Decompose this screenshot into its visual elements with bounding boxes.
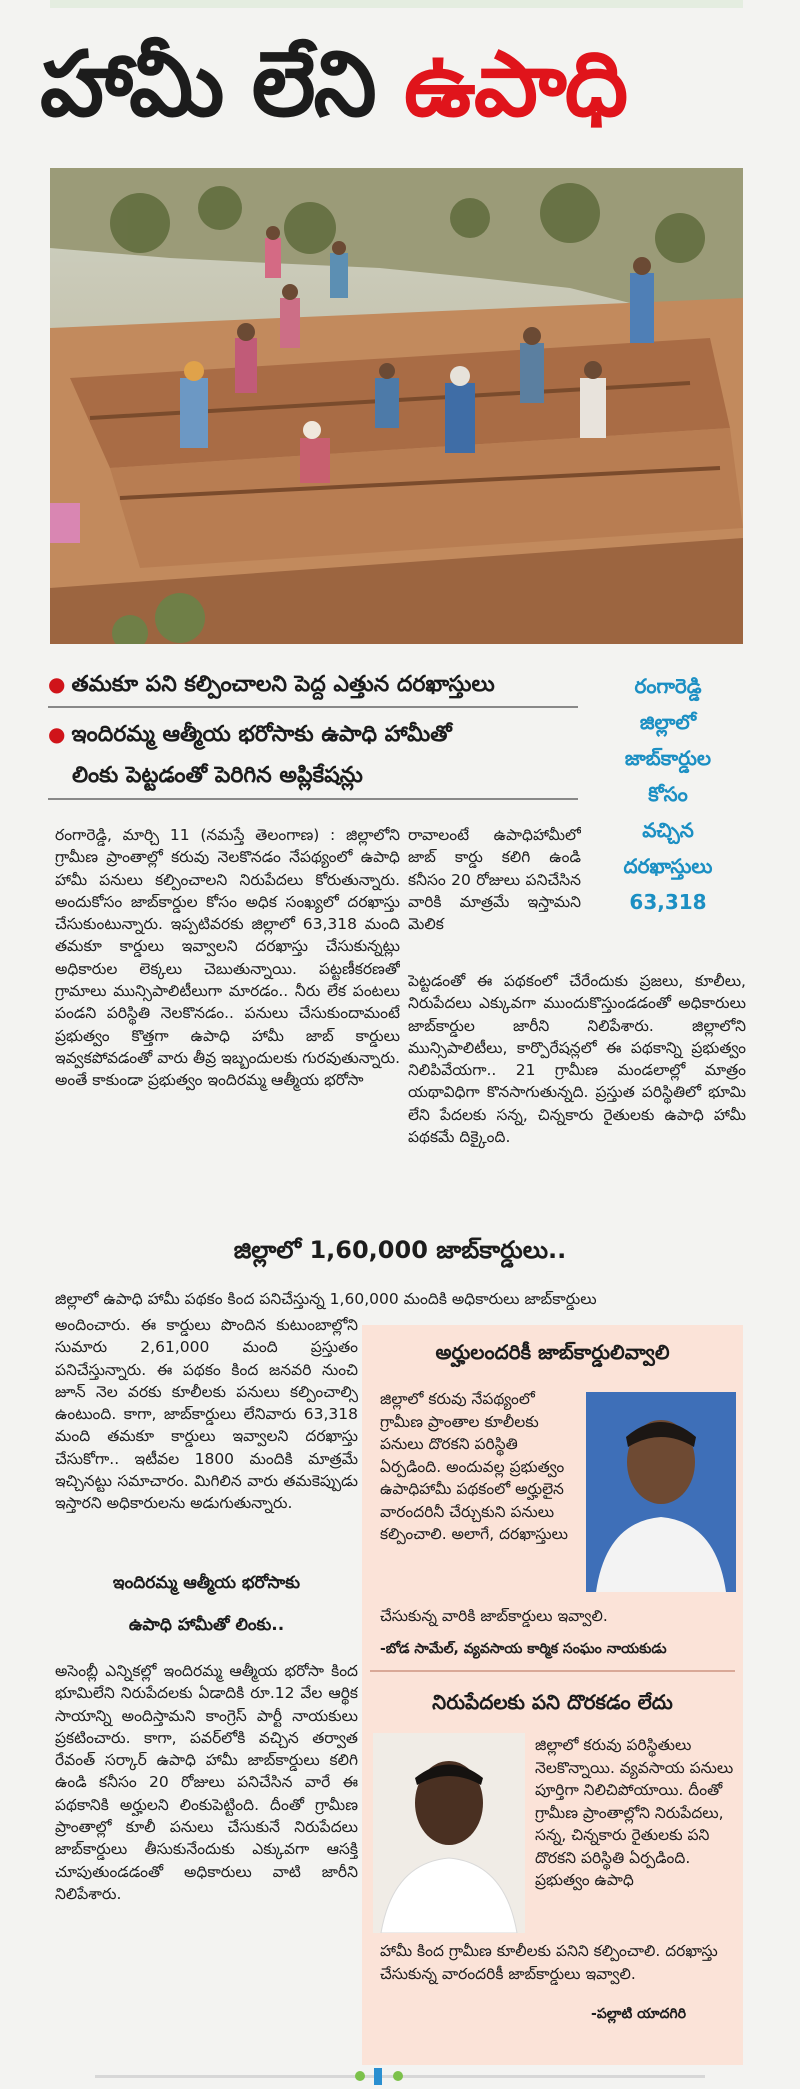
- quote1-portrait: [586, 1392, 736, 1592]
- bullet-text: ఇందిరమ్మ ఆత్మీయ భరోసాకు ఉపాధి హామీతో: [71, 722, 452, 747]
- subheading-line-1: ఇందిరమ్మ ఆత్మీయ భరోసాకు: [112, 1573, 301, 1593]
- side-line: కోసం: [648, 782, 688, 806]
- side-line: వచ్చిన: [642, 818, 694, 842]
- bullet-underline: [48, 798, 578, 800]
- bullet-item: [48, 714, 578, 754]
- bullet-item: [48, 664, 578, 704]
- bullet-text: తమకూ పని కల్పించాలని పెద్ద ఎత్తున దరఖాస్తులు: [71, 672, 495, 697]
- quote1-text-end: చేసుకున్న వారికి జాబ్‌కార్డులు ఇవ్వాలి.: [380, 1607, 608, 1625]
- article-column-2-continued: పెట్టడంతో ఈ పథకంలో చేరేందుకు ప్రజలు, కూలీలు, నిరుపేదలు ఎక్కువగా ముందుకొస్తుండడంతో అధికారులు జాబ్‌కార్డుల జారీని నిలిపేశారు. జిల్లాలోని మున్సిపాలిటీలు, కార్పొరేషన్లలో ఈ పథకాన్ని ప్రభుత్వం నిలిపివేయగా.. 21 గ్రామీణ మండలాల్లో మాత్రం యథావిధిగా కొనసాగుతున్నది. ప్రస్తుత పరిస్థితిలో భూమి లేని పేదలకు సన్న, చిన్నకారు రైతులకు ఉపాధి హామీ పథకమే దిక్కైంది.: [408, 972, 746, 1147]
- bullet-continuation: లింకు పెట్టడంతో పెరిగిన అప్లికేషన్లు: [72, 763, 363, 788]
- headline: [40, 20, 760, 150]
- quote-divider: [370, 1670, 735, 1672]
- section-column-1: అందించారు. ఈ కార్డులు పొందిన కుటుంబాల్లోని సుమారు 2,61,000 మంది ప్రస్తుతం పనిచేస్తున్నారు. ఈ పథకం కింద జనవరి నుంచి జూన్ నెల వరకు కూలీలకు పనులు కల్పించాల్సి ఉంటుంది. కాగా, జాబ్‌కార్డులు లేనివారు 63,318 మంది తమకూ కార్డులు ఇవ్వాలని దరఖాస్తు చేసుకోగా.. ఇటీవల 1800 మందికి మాత్రమే ఇచ్చినట్టు సమాచారం. మిగిలిన వారు తమకెప్పుడు ఇస్తారని అధికారులను అడుగుతున్నారు.: [55, 1316, 358, 1513]
- quote2-title: నిరుపేదలకు పని దొరకడం లేదు: [432, 1690, 673, 1714]
- bullet-list: [48, 664, 578, 806]
- side-line: జిల్లాలో: [639, 710, 697, 734]
- quote2-portrait: [373, 1733, 525, 1933]
- headline-part2: ఉపాధి: [404, 32, 627, 137]
- quote2-text: జిల్లాలో కరువు పరిస్థితులు నెలకొన్నాయి. వ్యవసాయ పనులు పూర్తిగా నిలిచిపోయాయి. దీంతో గ్రామీణ ప్రాంతాల్లోని నిరుపేదలు, సన్న, చిన్నకారు రైతులకు పని దొరకని పరిస్థితి ఏర్పడింది. ప్రభుత్వం ఉపాధి: [535, 1736, 734, 1889]
- quote2-text-end: హామీ కింద గ్రామీణ కూలీలకు పనిని కల్పించాలి. దరఖాస్తు చేసుకున్న వారందరికీ జాబ్‌కార్డులు ఇవ్వాలి.: [380, 1942, 718, 1983]
- subheading-line-2: ఉపాధి హామీతో లింకు..: [128, 1615, 285, 1635]
- article-column-2: రావాలంటే ఉపాధిహామీలో జాబ్ కార్డు కలిగి ఉండి కనీసం 20 రోజులు పనిచేసిన వారికి మాత్రమే ఇస్తామని మెలిక: [408, 826, 581, 934]
- bottom-logo-icon: [340, 2062, 420, 2085]
- quote2-caption: -పల్లాటి యాదగిరి: [591, 2006, 686, 2022]
- bullet-dot-icon: ●: [48, 672, 66, 696]
- quote1-title: అర్హులందరికీ జాబ్‌కార్డులివ్వాలి: [435, 1340, 670, 1364]
- quote1-text: జిల్లాలో కరువు నేపథ్యంలో గ్రామీణ ప్రాంతాల కూలీలకు పనులు దొరకని పరిస్థితి ఏర్పడింది. అందువల్ల ప్రభుత్వం ఉపాధిహామీ పథకంలో అర్హులైన వారందరినీ చేర్చుకుని పనులు కల్పించాలి. అలాగే, దరఖాస్తులు: [380, 1390, 569, 1543]
- bullet-underline: [48, 706, 578, 708]
- section-lead-line: జిల్లాలో ఉపాధి హామీ పథకం కింద పనిచేస్తున్న 1,60,000 మందికి అధికారులు జాబ్‌కార్డులు: [55, 1290, 597, 1308]
- article-column-1: రంగారెడ్డి, మార్చి 11 (నమస్తే తెలంగాణ) : జిల్లాలోని గ్రామీణ ప్రాంతాల్లో కరువు నెలకొనడం నేపథ్యంలో ఉపాధి హామీ పనులు కల్పించాలని నిరుపేదలు కోరుతున్నారు. అందుకోసం జాబ్‌కార్డుల కోసం అధిక సంఖ్యలో దరఖాస్తు చేసుకుంటున్నారు. ఇప్పటివరకు జిల్లాలో 63,318 మంది తమకూ కార్డులు ఇవ్వాలని దరఖాస్తు చేసుకున్నట్లు అధికారుల లెక్కలు చెబుతున్నాయి. పట్టణీకరణతో గ్రామాలు మున్సిపాలిటీలుగా మారడం.. నీరు లేక పంటలు పండని పరిస్థితి నెలకొనడం.. పనులు చేసుకుందామంటే ప్రభుత్వం కొత్తగా ఉపాధి హామీ జాబ్ కార్డులు ఇవ్వకపోవడంతో వారు తీవ్ర ఇబ్బందులకు గురవుతున్నారు. అంతే కాకుండా ప్రభుత్వం ఇందిరమ్మ ఆత్మీయ భరోసా: [55, 826, 400, 1090]
- headline-part1: హామీ లేని: [40, 32, 405, 137]
- side-line: దరఖాస్తులు: [623, 854, 713, 878]
- bullet-dot-icon: ●: [48, 722, 66, 746]
- side-line: జాబ్‌కార్డుల: [624, 746, 712, 770]
- side-highlight: [578, 668, 758, 920]
- section-heading: జిల్లాలో 1,60,000 జాబ్‌కార్డులు..: [233, 1236, 567, 1264]
- side-count: 63,318: [629, 890, 707, 914]
- quote1-caption: -బోడ సామేల్, వ్యవసాయ కార్మిక సంఘం నాయకుడు: [380, 1641, 667, 1657]
- main-photo: [50, 168, 743, 644]
- top-strip: [50, 0, 743, 8]
- side-line: రంగారెడ్డి: [634, 674, 702, 698]
- section-column-2: అసెంబ్లీ ఎన్నికల్లో ఇందిరమ్మ ఆత్మీయ భరోసా కింద భూమిలేని నిరుపేదలకు ఏడాదికి రూ.12 వేల ఆర్థిక సాయాన్ని అందిస్తామని కాంగ్రెస్ పార్టీ నాయకులు ప్రకటించారు. కాగా, పవర్‌లోకి వచ్చిన తర్వాత రేవంత్ సర్కార్ ఉపాధి హామీ జాబ్‌కార్డులు కలిగి ఉండి కనీసం 20 రోజులు పనిచేసిన వారే ఈ పథకానికి అర్హులని లింకుపెట్టింది. దీంతో గ్రామీణ ప్రాంతాల్లో కూలీ పనులు చేసుకునే నిరుపేదలు జాబ్‌కార్డులు తీసుకునేందుకు ఎక్కువగా ఆసక్తి చూపుతుండడంతో అధికారులు వాటి జారీని నిలిపేశారు.: [55, 1662, 358, 1903]
